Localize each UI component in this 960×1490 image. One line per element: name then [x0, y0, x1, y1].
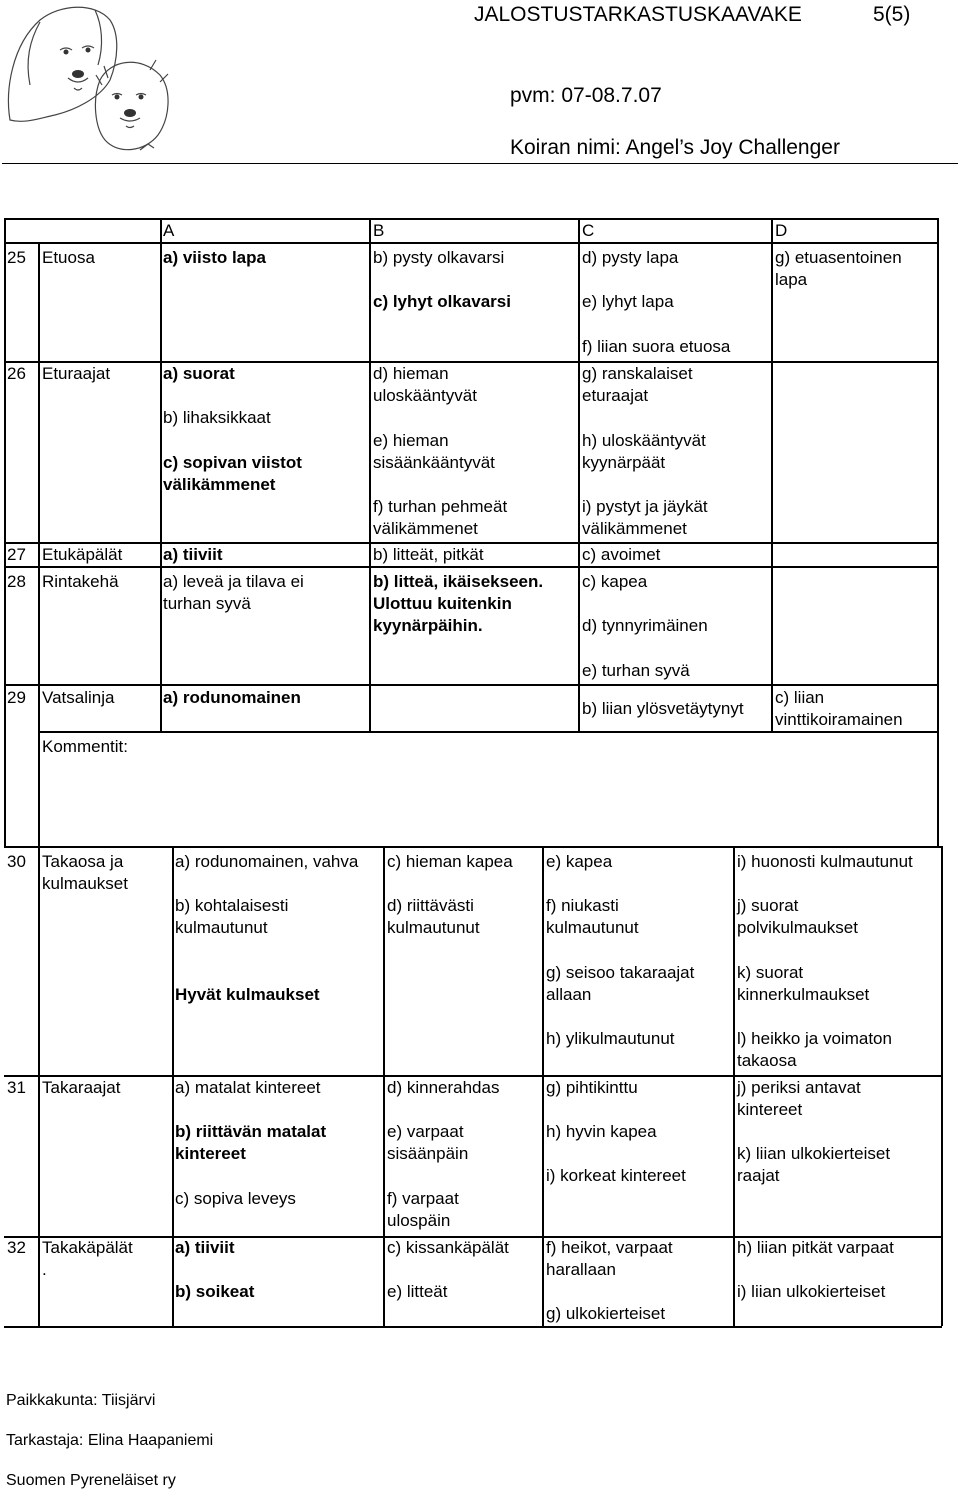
option-f-cont: välikämmenet: [373, 519, 478, 538]
option-a: a) suorat: [163, 364, 235, 383]
option-e: e) lyhyt lapa: [582, 292, 674, 311]
option-e: e) turhan syvä: [582, 661, 690, 680]
option-k-cont: kinnerkulmaukset: [737, 985, 870, 1004]
option-d: d) tynnyrimäinen: [582, 616, 708, 635]
row-label-takakapalat: Takakäpälät: [42, 1238, 133, 1257]
option-g: g) ulkokierteiset: [546, 1304, 666, 1323]
option-b-cont2: kyynärpäihin.: [373, 616, 483, 635]
option-a: a) viisto lapa: [163, 248, 266, 267]
option-l: l) heikko ja voimaton: [737, 1029, 892, 1048]
option-g-cont: lapa: [775, 270, 808, 289]
option-b-cont: kintereet: [175, 1144, 246, 1163]
option-i: i) liian ulkokierteiset: [737, 1282, 886, 1301]
option-g: g) ranskalaiset: [582, 364, 693, 383]
option-c: c) sopivan viistot: [163, 453, 302, 472]
row-label-takaosa-cont: kulmaukset: [42, 874, 128, 893]
row-number: 26: [7, 364, 26, 383]
option-g: g) etuasentoinen: [775, 248, 902, 267]
option-k: k) liian ulkokierteiset: [737, 1144, 891, 1163]
option-e-cont: sisäänpäin: [387, 1144, 469, 1163]
option-c: c) kapea: [582, 572, 648, 591]
row-label-etuosa: Etuosa: [42, 248, 95, 267]
row-label-etukapalat: Etukäpälät: [42, 545, 123, 564]
column-header-b: B: [373, 221, 385, 240]
option-b: b) litteä, ikäisekseen.: [373, 572, 544, 591]
option-b: b) soikeat: [175, 1282, 255, 1301]
option-a: a) matalat kintereet: [175, 1078, 321, 1097]
page-number: 5(5): [873, 3, 911, 26]
option-d: d) hieman: [373, 364, 449, 383]
option-i-cont: välikämmenet: [582, 519, 687, 538]
row-number: 32: [7, 1238, 26, 1257]
option-d: d) riittävästi: [387, 896, 474, 915]
option-b: b) litteät, pitkät: [373, 545, 484, 564]
option-b-cont: Ulottuu kuitenkin: [373, 594, 512, 613]
row-label-takaraajat: Takaraajat: [42, 1078, 121, 1097]
option-c-cont: vinttikoiramainen: [775, 710, 903, 729]
option-i: i) pystyt ja jäykät: [582, 497, 708, 516]
row-label-dot: .: [42, 1260, 47, 1279]
option-b: b) liian ylösvetäytynyt: [582, 699, 744, 718]
option-f: f) heikot, varpaat: [546, 1238, 673, 1257]
location: Paikkakunta: Tiisjärvi: [6, 1392, 156, 1409]
row-number: 27: [7, 545, 26, 564]
option-a: a) rodunomainen: [163, 688, 301, 707]
option-i: i) korkeat kintereet: [546, 1166, 686, 1185]
option-c: c) liian: [775, 688, 825, 707]
option-f: f) niukasti: [546, 896, 619, 915]
option-e: e) kapea: [546, 852, 613, 871]
option-c: c) kissankäpälät: [387, 1238, 509, 1257]
option-c: c) avoimet: [582, 545, 661, 564]
option-h: h) hyvin kapea: [546, 1122, 657, 1141]
comments-label: Kommentit:: [42, 737, 128, 756]
option-e: e) litteät: [387, 1282, 448, 1301]
option-e-cont: sisäänkääntyvät: [373, 453, 495, 472]
option-b: b) riittävän matalat: [175, 1122, 327, 1141]
column-header-c: C: [582, 221, 595, 240]
date: pvm: 07-08.7.07: [510, 84, 662, 107]
option-j: j) suorat: [737, 896, 799, 915]
option-b: b) lihaksikkaat: [163, 408, 271, 427]
option-f: f) liian suora etuosa: [582, 337, 731, 356]
row-label-vatsalinja: Vatsalinja: [42, 688, 115, 707]
option-a: a) leveä ja tilava ei: [163, 572, 304, 591]
option-a-cont: turhan syvä: [163, 594, 251, 613]
row-number: 31: [7, 1078, 26, 1097]
option-e: e) varpaat: [387, 1122, 464, 1141]
option-f: f) turhan pehmeät: [373, 497, 508, 516]
option-c: c) sopiva leveys: [175, 1189, 296, 1208]
option-f-cont: kulmautunut: [546, 918, 639, 937]
option-d: d) kinnerahdas: [387, 1078, 500, 1097]
option-b: b) kohtalaisesti: [175, 896, 289, 915]
option-i: i) huonosti kulmautunut: [737, 852, 913, 871]
option-d-cont: kulmautunut: [387, 918, 480, 937]
option-b-cont: kulmautunut: [175, 918, 268, 937]
row-number: 29: [7, 688, 26, 707]
assessment-note: Hyvät kulmaukset: [175, 985, 320, 1004]
option-c: c) lyhyt olkavarsi: [373, 292, 511, 311]
option-f-cont: ulospäin: [387, 1211, 451, 1230]
option-f: f) varpaat: [387, 1189, 459, 1208]
row-label-rintakeha: Rintakehä: [42, 572, 119, 591]
option-c-cont: välikämmenet: [163, 475, 276, 494]
row-number: 30: [7, 852, 26, 871]
option-h: h) uloskääntyvät: [582, 431, 706, 450]
option-f-cont: harallaan: [546, 1260, 616, 1279]
organization: Suomen Pyreneläiset ry: [6, 1472, 176, 1489]
option-a: a) rodunomainen, vahva: [175, 852, 359, 871]
form-title: JALOSTUSTARKASTUSKAAVAKE: [474, 3, 802, 26]
option-d-cont: uloskääntyvät: [373, 386, 477, 405]
option-l-cont: takaosa: [737, 1051, 797, 1070]
option-k-cont: raajat: [737, 1166, 780, 1185]
column-header-d: D: [775, 221, 788, 240]
dog-name: Koiran nimi: Angel’s Joy Challenger: [510, 136, 840, 159]
option-j: j) periksi antavat: [737, 1078, 861, 1097]
option-j-cont: polvikulmaukset: [737, 918, 858, 937]
row-number: 28: [7, 572, 26, 591]
option-c: c) hieman kapea: [387, 852, 513, 871]
option-d: d) pysty lapa: [582, 248, 679, 267]
option-b: b) pysty olkavarsi: [373, 248, 505, 267]
option-g-cont: allaan: [546, 985, 592, 1004]
column-header-a: A: [163, 221, 175, 240]
option-h-cont: kyynärpäät: [582, 453, 666, 472]
option-a: a) tiiviit: [175, 1238, 235, 1257]
option-a: a) tiiviit: [163, 545, 223, 564]
option-e: e) hieman: [373, 431, 449, 450]
row-number: 25: [7, 248, 26, 267]
option-g: g) pihtikinttu: [546, 1078, 638, 1097]
option-k: k) suorat: [737, 963, 804, 982]
row-label-eturaajat: Eturaajat: [42, 364, 111, 383]
option-h: h) liian pitkät varpaat: [737, 1238, 894, 1257]
option-j-cont: kintereet: [737, 1100, 803, 1119]
inspector: Tarkastaja: Elina Haapaniemi: [6, 1432, 214, 1449]
option-g-cont: eturaajat: [582, 386, 649, 405]
option-h: h) ylikulmautunut: [546, 1029, 675, 1048]
option-g: g) seisoo takaraajat: [546, 963, 695, 982]
row-label-takaosa: Takaosa ja: [42, 852, 124, 871]
